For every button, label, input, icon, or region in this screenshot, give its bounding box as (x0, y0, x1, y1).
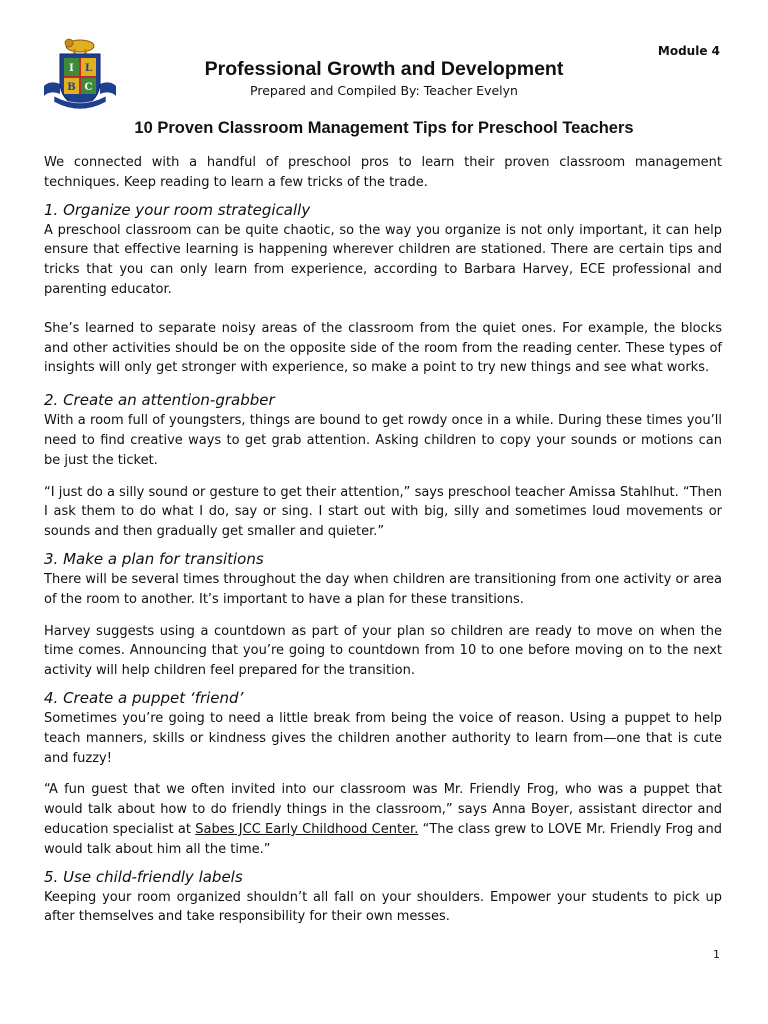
section-1-paragraph-1: A preschool classroom can be quite chaotic, so the way you organize is not only important, it can help ensure that effective learning is happening wherever children are stationed. There are certain tips and tricks that you can only learn from experience, according to Barbara Harvey, ECE professional and parenting educator. (44, 222, 722, 297)
page-number: 1 (713, 948, 720, 961)
section-3-heading: 3. Make a plan for transitions (44, 549, 264, 568)
section-2-paragraph-1: With a room full of youngsters, things are bound to get rowdy once in a while. During these times you’ll need to find creative ways to get grab attention. Asking children to copy your sounds or motions can be just the ticket. (44, 413, 722, 468)
section-2-heading: 2. Create an attention-grabber (44, 391, 275, 410)
crest-letter-l: L (84, 63, 93, 74)
intro-paragraph: We connected with a handful of preschool pros to learn their proven classroom management techniques. Keep reading to learn a few tricks of the trade. (44, 155, 722, 190)
section-4-paragraph-2 (44, 780, 722, 859)
crest-letter-i: I (69, 63, 74, 74)
section-3-paragraph-2: Harvey suggests using a countdown as part of your plan so children are ready to move on when the time comes. Announcing that you’re going to countdown from 10 to one before moving on to the next activity will help children feel prepared for the transition. (44, 623, 722, 679)
section-1-paragraph-2: She’s learned to separate noisy areas of the classroom from the quiet ones. For example, the blocks and other activities should be on the opposite side of the room from the reading center. These types of insights will only get stronger with experience, so make a point to try new things and see what works. (44, 320, 722, 376)
section-2-paragraph-2: “I just do a silly sound or gesture to get their attention,” says preschool teacher Amissa Stahlhut. “Then I ask them to do what I do, say or sing. I start out with big, silly and sometimes loud movements or sounds and then gradually get smaller and quieter.” (44, 484, 722, 540)
crest-letter-c: C (84, 82, 93, 93)
section-4-paragraph-1: Sometimes you’re going to need a little break from being the voice of reason. Using a puppet to help teach manners, skills or kindness gives the children another authority to learn from—one that is cute and fuzzy! (44, 710, 722, 766)
quote-text-part-2: “The class grew to LOVE Mr. Friendly Frog and would talk about him all the time.” (44, 821, 722, 857)
section-1-heading: 1. Organize your room strategically (44, 200, 311, 219)
crest-letter-b: B (67, 82, 76, 93)
document-title: Professional Growth and Development (204, 58, 564, 80)
section-5-paragraph-1: Keeping your room organized shouldn’t all fall on your shoulders. Empower your students to pick up after themselves and take responsibility for their own messes. (44, 889, 722, 925)
article-body (44, 153, 722, 927)
sabes-jcc-link[interactable]: Sabes JCC Early Childhood Center. (195, 821, 419, 837)
article-title: 10 Proven Classroom Management Tips for Preschool Teachers (134, 119, 634, 137)
section-3-paragraph-1: There will be several times throughout the day when children are transitioning from one activity or area of the room to another. It’s important to have a plan for these transitions. (44, 571, 722, 607)
section-4-heading: 4. Create a puppet ‘friend’ (44, 688, 244, 707)
document-subtitle: Prepared and Compiled By: Teacher Evelyn (250, 83, 518, 98)
module-label: Module 4 (657, 44, 720, 58)
quote-text-part-1: “A fun guest that we often invited into our classroom was Mr. Friendly Frog, who was a puppet that would talk about how to do friendly things in the classroom,” says Anna Boyer, assistant director and education specialist at (44, 782, 722, 837)
section-5-heading: 5. Use child-friendly labels (44, 867, 243, 886)
